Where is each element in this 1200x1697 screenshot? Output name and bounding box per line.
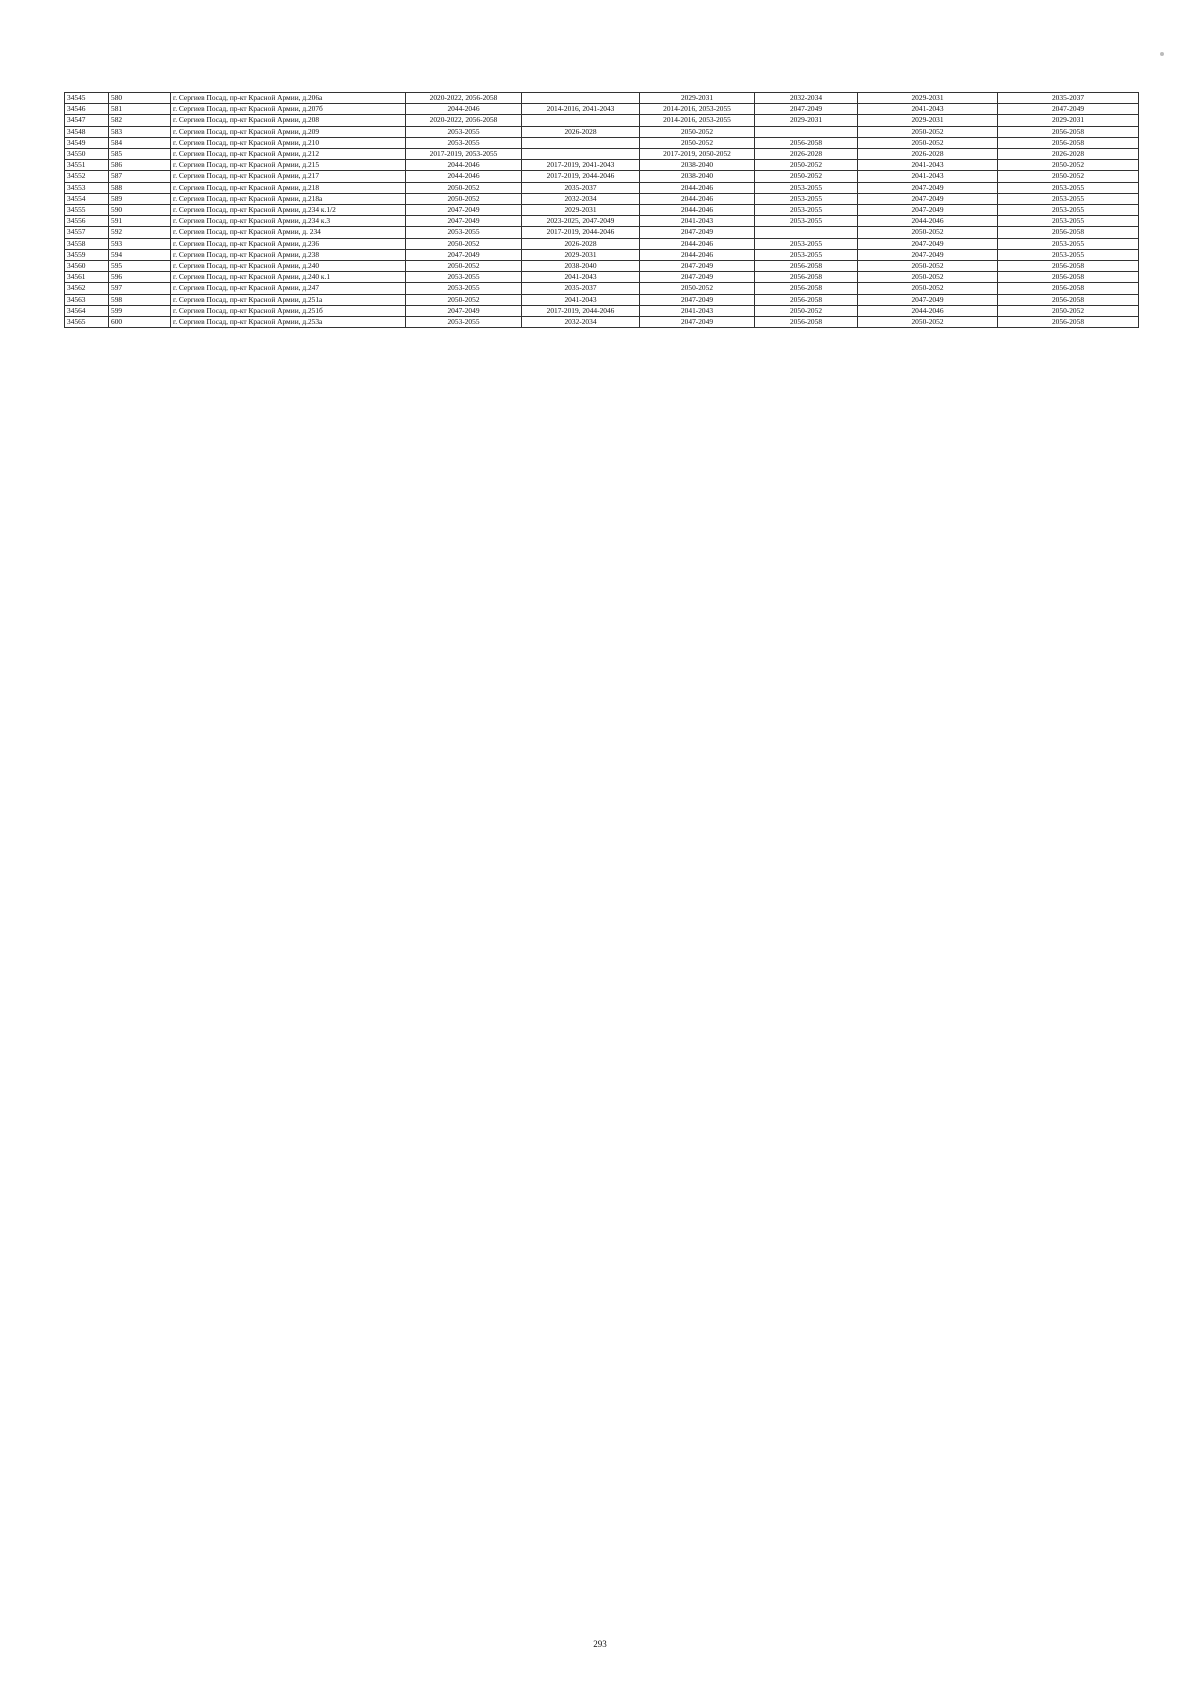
item-number-cell: 597 xyxy=(109,283,171,294)
period-f-cell: 2056-2058 xyxy=(998,294,1139,305)
item-number-cell: 590 xyxy=(109,205,171,216)
record-number-cell: 34560 xyxy=(65,261,109,272)
period-b-cell: 2035-2037 xyxy=(522,182,640,193)
record-number-cell: 34545 xyxy=(65,93,109,104)
address-cell: г. Сергиев Посад, пр-кт Красной Армии, д.234 к.3 xyxy=(171,216,406,227)
period-c-cell: 2044-2046 xyxy=(640,238,755,249)
period-f-cell: 2053-2055 xyxy=(998,238,1139,249)
period-f-cell: 2053-2055 xyxy=(998,182,1139,193)
period-d-cell: 2053-2055 xyxy=(755,249,858,260)
period-b-cell: 2041-2043 xyxy=(522,294,640,305)
item-number-cell: 588 xyxy=(109,182,171,193)
period-b-cell xyxy=(522,115,640,126)
period-c-cell: 2047-2049 xyxy=(640,317,755,328)
address-cell: г. Сергиев Посад, пр-кт Красной Армии, д.212 xyxy=(171,149,406,160)
item-number-cell: 596 xyxy=(109,272,171,283)
period-d-cell: 2047-2049 xyxy=(755,104,858,115)
period-f-cell: 2053-2055 xyxy=(998,216,1139,227)
record-number-cell: 34549 xyxy=(65,137,109,148)
period-c-cell: 2047-2049 xyxy=(640,272,755,283)
item-number-cell: 591 xyxy=(109,216,171,227)
address-cell: г. Сергиев Посад, пр-кт Красной Армии, д.234 к.1/2 xyxy=(171,205,406,216)
period-f-cell: 2035-2037 xyxy=(998,93,1139,104)
record-number-cell: 34557 xyxy=(65,227,109,238)
item-number-cell: 587 xyxy=(109,171,171,182)
period-f-cell: 2056-2058 xyxy=(998,272,1139,283)
record-number-cell: 34553 xyxy=(65,182,109,193)
page-number: 293 xyxy=(593,1639,607,1649)
table-row xyxy=(65,160,1139,171)
period-a-cell: 2050-2052 xyxy=(406,182,522,193)
period-f-cell: 2053-2055 xyxy=(998,249,1139,260)
item-number-cell: 581 xyxy=(109,104,171,115)
period-b-cell: 2035-2037 xyxy=(522,283,640,294)
period-a-cell: 2020-2022, 2056-2058 xyxy=(406,93,522,104)
record-number-cell: 34561 xyxy=(65,272,109,283)
period-d-cell: 2053-2055 xyxy=(755,216,858,227)
item-number-cell: 584 xyxy=(109,137,171,148)
table-row xyxy=(65,137,1139,148)
period-a-cell: 2053-2055 xyxy=(406,227,522,238)
record-number-cell: 34556 xyxy=(65,216,109,227)
period-c-cell: 2047-2049 xyxy=(640,227,755,238)
record-number-cell: 34562 xyxy=(65,283,109,294)
period-c-cell: 2041-2043 xyxy=(640,216,755,227)
period-d-cell: 2053-2055 xyxy=(755,182,858,193)
record-number-cell: 34558 xyxy=(65,238,109,249)
period-f-cell: 2047-2049 xyxy=(998,104,1139,115)
period-d-cell: 2053-2055 xyxy=(755,205,858,216)
address-cell: г. Сергиев Посад, пр-кт Красной Армии, д.218а xyxy=(171,193,406,204)
table-row xyxy=(65,193,1139,204)
period-d-cell: 2029-2031 xyxy=(755,115,858,126)
period-d-cell: 2056-2058 xyxy=(755,283,858,294)
item-number-cell: 585 xyxy=(109,149,171,160)
period-b-cell xyxy=(522,137,640,148)
item-number-cell: 583 xyxy=(109,126,171,137)
record-number-cell: 34554 xyxy=(65,193,109,204)
period-b-cell: 2029-2031 xyxy=(522,249,640,260)
period-b-cell: 2032-2034 xyxy=(522,193,640,204)
period-e-cell: 2044-2046 xyxy=(858,305,998,316)
period-c-cell: 2038-2040 xyxy=(640,160,755,171)
period-b-cell: 2041-2043 xyxy=(522,272,640,283)
period-a-cell: 2050-2052 xyxy=(406,294,522,305)
item-number-cell: 600 xyxy=(109,317,171,328)
period-b-cell xyxy=(522,149,640,160)
period-b-cell: 2014-2016, 2041-2043 xyxy=(522,104,640,115)
record-number-cell: 34563 xyxy=(65,294,109,305)
address-cell: г. Сергиев Посад, пр-кт Красной Армии, д.208 xyxy=(171,115,406,126)
period-e-cell: 2050-2052 xyxy=(858,261,998,272)
item-number-cell: 593 xyxy=(109,238,171,249)
period-a-cell: 2047-2049 xyxy=(406,249,522,260)
address-cell: г. Сергиев Посад, пр-кт Красной Армии, д.251б xyxy=(171,305,406,316)
period-b-cell: 2017-2019, 2044-2046 xyxy=(522,171,640,182)
period-f-cell: 2053-2055 xyxy=(998,205,1139,216)
period-c-cell: 2038-2040 xyxy=(640,171,755,182)
period-d-cell: 2026-2028 xyxy=(755,149,858,160)
period-e-cell: 2047-2049 xyxy=(858,249,998,260)
address-cell: г. Сергиев Посад, пр-кт Красной Армии, д. 234 xyxy=(171,227,406,238)
table-body xyxy=(65,93,1139,328)
period-e-cell: 2050-2052 xyxy=(858,137,998,148)
period-f-cell: 2056-2058 xyxy=(998,227,1139,238)
period-a-cell: 2047-2049 xyxy=(406,216,522,227)
address-cell: г. Сергиев Посад, пр-кт Красной Армии, д.207б xyxy=(171,104,406,115)
address-cell: г. Сергиев Посад, пр-кт Красной Армии, д.206а xyxy=(171,93,406,104)
table-row xyxy=(65,238,1139,249)
period-d-cell xyxy=(755,126,858,137)
period-d-cell: 2056-2058 xyxy=(755,294,858,305)
address-cell: г. Сергиев Посад, пр-кт Красной Армии, д.251а xyxy=(171,294,406,305)
period-e-cell: 2047-2049 xyxy=(858,205,998,216)
period-e-cell: 2029-2031 xyxy=(858,93,998,104)
table-row xyxy=(65,104,1139,115)
period-f-cell: 2056-2058 xyxy=(998,137,1139,148)
period-b-cell: 2026-2028 xyxy=(522,126,640,137)
table-row xyxy=(65,305,1139,316)
period-c-cell: 2047-2049 xyxy=(640,261,755,272)
period-a-cell: 2017-2019, 2053-2055 xyxy=(406,149,522,160)
table-row xyxy=(65,283,1139,294)
period-e-cell: 2044-2046 xyxy=(858,216,998,227)
period-e-cell: 2041-2043 xyxy=(858,104,998,115)
period-f-cell: 2029-2031 xyxy=(998,115,1139,126)
period-b-cell: 2017-2019, 2041-2043 xyxy=(522,160,640,171)
period-f-cell: 2050-2052 xyxy=(998,171,1139,182)
period-c-cell: 2050-2052 xyxy=(640,283,755,294)
period-d-cell: 2056-2058 xyxy=(755,272,858,283)
period-c-cell: 2014-2016, 2053-2055 xyxy=(640,115,755,126)
period-a-cell: 2053-2055 xyxy=(406,272,522,283)
period-c-cell: 2014-2016, 2053-2055 xyxy=(640,104,755,115)
period-b-cell: 2029-2031 xyxy=(522,205,640,216)
table-row xyxy=(65,182,1139,193)
table-row xyxy=(65,171,1139,182)
period-e-cell: 2050-2052 xyxy=(858,227,998,238)
item-number-cell: 580 xyxy=(109,93,171,104)
address-cell: г. Сергиев Посад, пр-кт Красной Армии, д.253а xyxy=(171,317,406,328)
period-b-cell xyxy=(522,93,640,104)
period-e-cell: 2026-2028 xyxy=(858,149,998,160)
period-b-cell: 2032-2034 xyxy=(522,317,640,328)
period-c-cell: 2044-2046 xyxy=(640,193,755,204)
period-e-cell: 2041-2043 xyxy=(858,171,998,182)
period-d-cell: 2056-2058 xyxy=(755,261,858,272)
period-d-cell: 2050-2052 xyxy=(755,171,858,182)
period-f-cell: 2050-2052 xyxy=(998,305,1139,316)
period-a-cell: 2050-2052 xyxy=(406,261,522,272)
record-number-cell: 34551 xyxy=(65,160,109,171)
period-f-cell: 2053-2055 xyxy=(998,193,1139,204)
address-cell: г. Сергиев Посад, пр-кт Красной Армии, д.209 xyxy=(171,126,406,137)
item-number-cell: 592 xyxy=(109,227,171,238)
period-c-cell: 2050-2052 xyxy=(640,137,755,148)
period-a-cell: 2044-2046 xyxy=(406,160,522,171)
item-number-cell: 582 xyxy=(109,115,171,126)
table-row xyxy=(65,205,1139,216)
period-a-cell: 2047-2049 xyxy=(406,305,522,316)
table-row xyxy=(65,216,1139,227)
address-cell: г. Сергиев Посад, пр-кт Красной Армии, д.238 xyxy=(171,249,406,260)
period-d-cell: 2050-2052 xyxy=(755,160,858,171)
period-f-cell: 2026-2028 xyxy=(998,149,1139,160)
period-f-cell: 2056-2058 xyxy=(998,283,1139,294)
table-row xyxy=(65,115,1139,126)
period-d-cell xyxy=(755,227,858,238)
period-e-cell: 2047-2049 xyxy=(858,193,998,204)
period-e-cell: 2047-2049 xyxy=(858,238,998,249)
period-c-cell: 2044-2046 xyxy=(640,205,755,216)
record-number-cell: 34547 xyxy=(65,115,109,126)
period-c-cell: 2029-2031 xyxy=(640,93,755,104)
item-number-cell: 599 xyxy=(109,305,171,316)
item-number-cell: 589 xyxy=(109,193,171,204)
period-e-cell: 2050-2052 xyxy=(858,317,998,328)
table-row xyxy=(65,317,1139,328)
period-a-cell: 2050-2052 xyxy=(406,193,522,204)
period-b-cell: 2038-2040 xyxy=(522,261,640,272)
record-number-cell: 34555 xyxy=(65,205,109,216)
period-c-cell: 2047-2049 xyxy=(640,294,755,305)
period-c-cell: 2044-2046 xyxy=(640,249,755,260)
period-a-cell: 2053-2055 xyxy=(406,137,522,148)
address-cell: г. Сергиев Посад, пр-кт Красной Армии, д.240 xyxy=(171,261,406,272)
table-row xyxy=(65,126,1139,137)
address-cell: г. Сергиев Посад, пр-кт Красной Армии, д.217 xyxy=(171,171,406,182)
period-e-cell: 2047-2049 xyxy=(858,182,998,193)
period-a-cell: 2047-2049 xyxy=(406,205,522,216)
period-a-cell: 2044-2046 xyxy=(406,104,522,115)
period-b-cell: 2017-2019, 2044-2046 xyxy=(522,227,640,238)
record-number-cell: 34559 xyxy=(65,249,109,260)
item-number-cell: 586 xyxy=(109,160,171,171)
period-b-cell: 2026-2028 xyxy=(522,238,640,249)
period-a-cell: 2044-2046 xyxy=(406,171,522,182)
period-d-cell: 2053-2055 xyxy=(755,238,858,249)
table-row xyxy=(65,272,1139,283)
period-c-cell: 2017-2019, 2050-2052 xyxy=(640,149,755,160)
table-row xyxy=(65,249,1139,260)
item-number-cell: 595 xyxy=(109,261,171,272)
period-e-cell: 2047-2049 xyxy=(858,294,998,305)
record-number-cell: 34565 xyxy=(65,317,109,328)
address-cell: г. Сергиев Посад, пр-кт Красной Армии, д.218 xyxy=(171,182,406,193)
period-c-cell: 2041-2043 xyxy=(640,305,755,316)
address-cell: г. Сергиев Посад, пр-кт Красной Армии, д.210 xyxy=(171,137,406,148)
register-table-container xyxy=(64,92,1138,328)
period-d-cell: 2056-2058 xyxy=(755,317,858,328)
period-e-cell: 2029-2031 xyxy=(858,115,998,126)
period-f-cell: 2050-2052 xyxy=(998,160,1139,171)
table-row xyxy=(65,227,1139,238)
period-e-cell: 2050-2052 xyxy=(858,272,998,283)
period-d-cell: 2053-2055 xyxy=(755,193,858,204)
period-c-cell: 2050-2052 xyxy=(640,126,755,137)
period-a-cell: 2050-2052 xyxy=(406,238,522,249)
address-cell: г. Сергиев Посад, пр-кт Красной Армии, д.247 xyxy=(171,283,406,294)
period-a-cell: 2053-2055 xyxy=(406,126,522,137)
period-a-cell: 2020-2022, 2056-2058 xyxy=(406,115,522,126)
item-number-cell: 594 xyxy=(109,249,171,260)
period-e-cell: 2050-2052 xyxy=(858,126,998,137)
period-a-cell: 2053-2055 xyxy=(406,283,522,294)
record-number-cell: 34564 xyxy=(65,305,109,316)
item-number-cell: 598 xyxy=(109,294,171,305)
address-cell: г. Сергиев Посад, пр-кт Красной Армии, д.215 xyxy=(171,160,406,171)
address-cell: г. Сергиев Посад, пр-кт Красной Армии, д.240 к.1 xyxy=(171,272,406,283)
table-row xyxy=(65,261,1139,272)
period-e-cell: 2041-2043 xyxy=(858,160,998,171)
period-a-cell: 2053-2055 xyxy=(406,317,522,328)
scan-speck xyxy=(1160,52,1164,56)
table-row xyxy=(65,93,1139,104)
period-f-cell: 2056-2058 xyxy=(998,261,1139,272)
period-b-cell: 2023-2025, 2047-2049 xyxy=(522,216,640,227)
record-number-cell: 34548 xyxy=(65,126,109,137)
period-e-cell: 2050-2052 xyxy=(858,283,998,294)
period-f-cell: 2056-2058 xyxy=(998,317,1139,328)
register-table xyxy=(64,92,1139,328)
record-number-cell: 34546 xyxy=(65,104,109,115)
period-d-cell: 2050-2052 xyxy=(755,305,858,316)
period-b-cell: 2017-2019, 2044-2046 xyxy=(522,305,640,316)
period-d-cell: 2056-2058 xyxy=(755,137,858,148)
table-row xyxy=(65,294,1139,305)
period-c-cell: 2044-2046 xyxy=(640,182,755,193)
period-f-cell: 2056-2058 xyxy=(998,126,1139,137)
address-cell: г. Сергиев Посад, пр-кт Красной Армии, д.236 xyxy=(171,238,406,249)
record-number-cell: 34552 xyxy=(65,171,109,182)
record-number-cell: 34550 xyxy=(65,149,109,160)
table-row xyxy=(65,149,1139,160)
period-d-cell: 2032-2034 xyxy=(755,93,858,104)
